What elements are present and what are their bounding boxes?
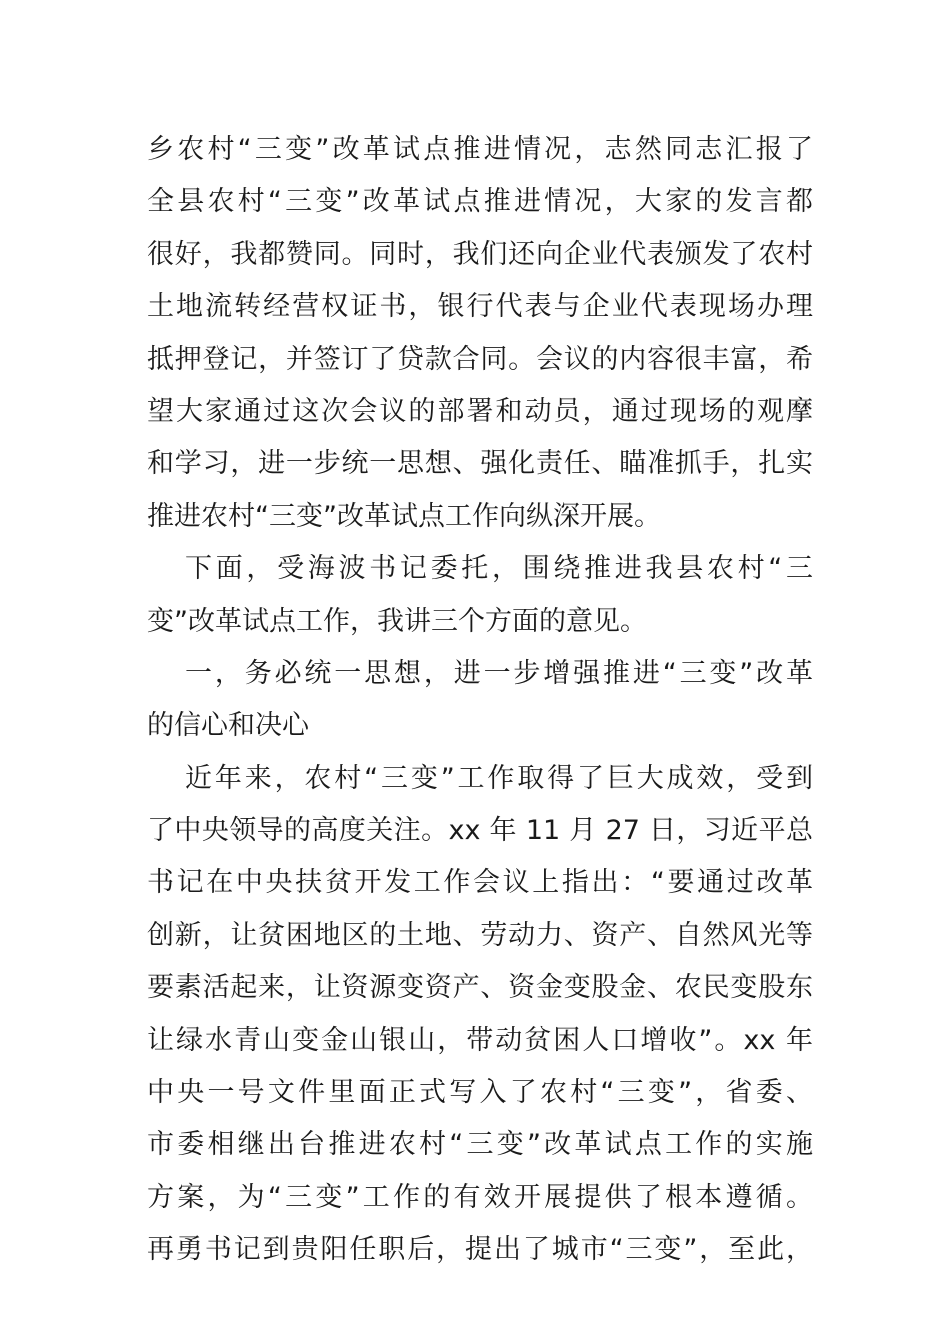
text-line: 和学习，进一步统一思想、强化责任、瞄准抓手，扎实 [147, 448, 813, 480]
text-line: 再勇书记到贵阳任职后，提出了城市“三变”，至此， [147, 1234, 813, 1266]
text-line: 市委相继出台推进农村“三变”改革试点工作的实施 [147, 1129, 813, 1161]
section-heading-line: 一，务必统一思想，进一步增强推进“三变”改革 [185, 657, 813, 689]
text-line: 望大家通过这次会议的部署和动员，通过现场的观摩 [147, 395, 813, 427]
text-line: 方案，为“三变”工作的有效开展提供了根本遵循。 [147, 1181, 813, 1213]
text-line: 创新，让贫困地区的土地、劳动力、资产、自然风光等 [147, 919, 813, 951]
text-line: 推进农村“三变”改革试点工作向纵深开展。 [147, 500, 661, 532]
text-line: 土地流转经营权证书，银行代表与企业代表现场办理 [147, 291, 813, 323]
text-line: 让绿水青山变金山银山，带动贫困人口增收”。xx 年 [147, 1024, 813, 1056]
text-line: 近年来，农村“三变”工作取得了巨大成效，受到 [185, 762, 813, 794]
text-line: 要素活起来，让资源变资产、资金变股金、农民变股东 [147, 972, 813, 1004]
section-heading-line: 的信心和决心 [147, 710, 309, 742]
text-line: 乡农村“三变”改革试点推进情况，志然同志汇报了 [147, 134, 813, 165]
body-text [147, 124, 813, 1277]
text-line: 书记在中央扶贫开发工作会议上指出：“要通过改革 [147, 867, 813, 899]
text-line: 很好，我都赞同。同时，我们还向企业代表颁发了农村 [147, 238, 813, 270]
text-line: 下面，受海波书记委托，围绕推进我县农村“三 [185, 553, 813, 585]
text-line: 全县农村“三变”改革试点推进情况，大家的发言都 [147, 186, 813, 218]
text-line: 中央一号文件里面正式写入了农村“三变”，省委、 [147, 1077, 813, 1109]
text-line: 了中央领导的高度关注。xx 年 11 月 27 日，习近平总 [147, 815, 813, 847]
text-line: 抵押登记，并签订了贷款合同。会议的内容很丰富，希 [147, 343, 813, 375]
text-line: 变”改革试点工作，我讲三个方面的意见。 [147, 605, 647, 637]
